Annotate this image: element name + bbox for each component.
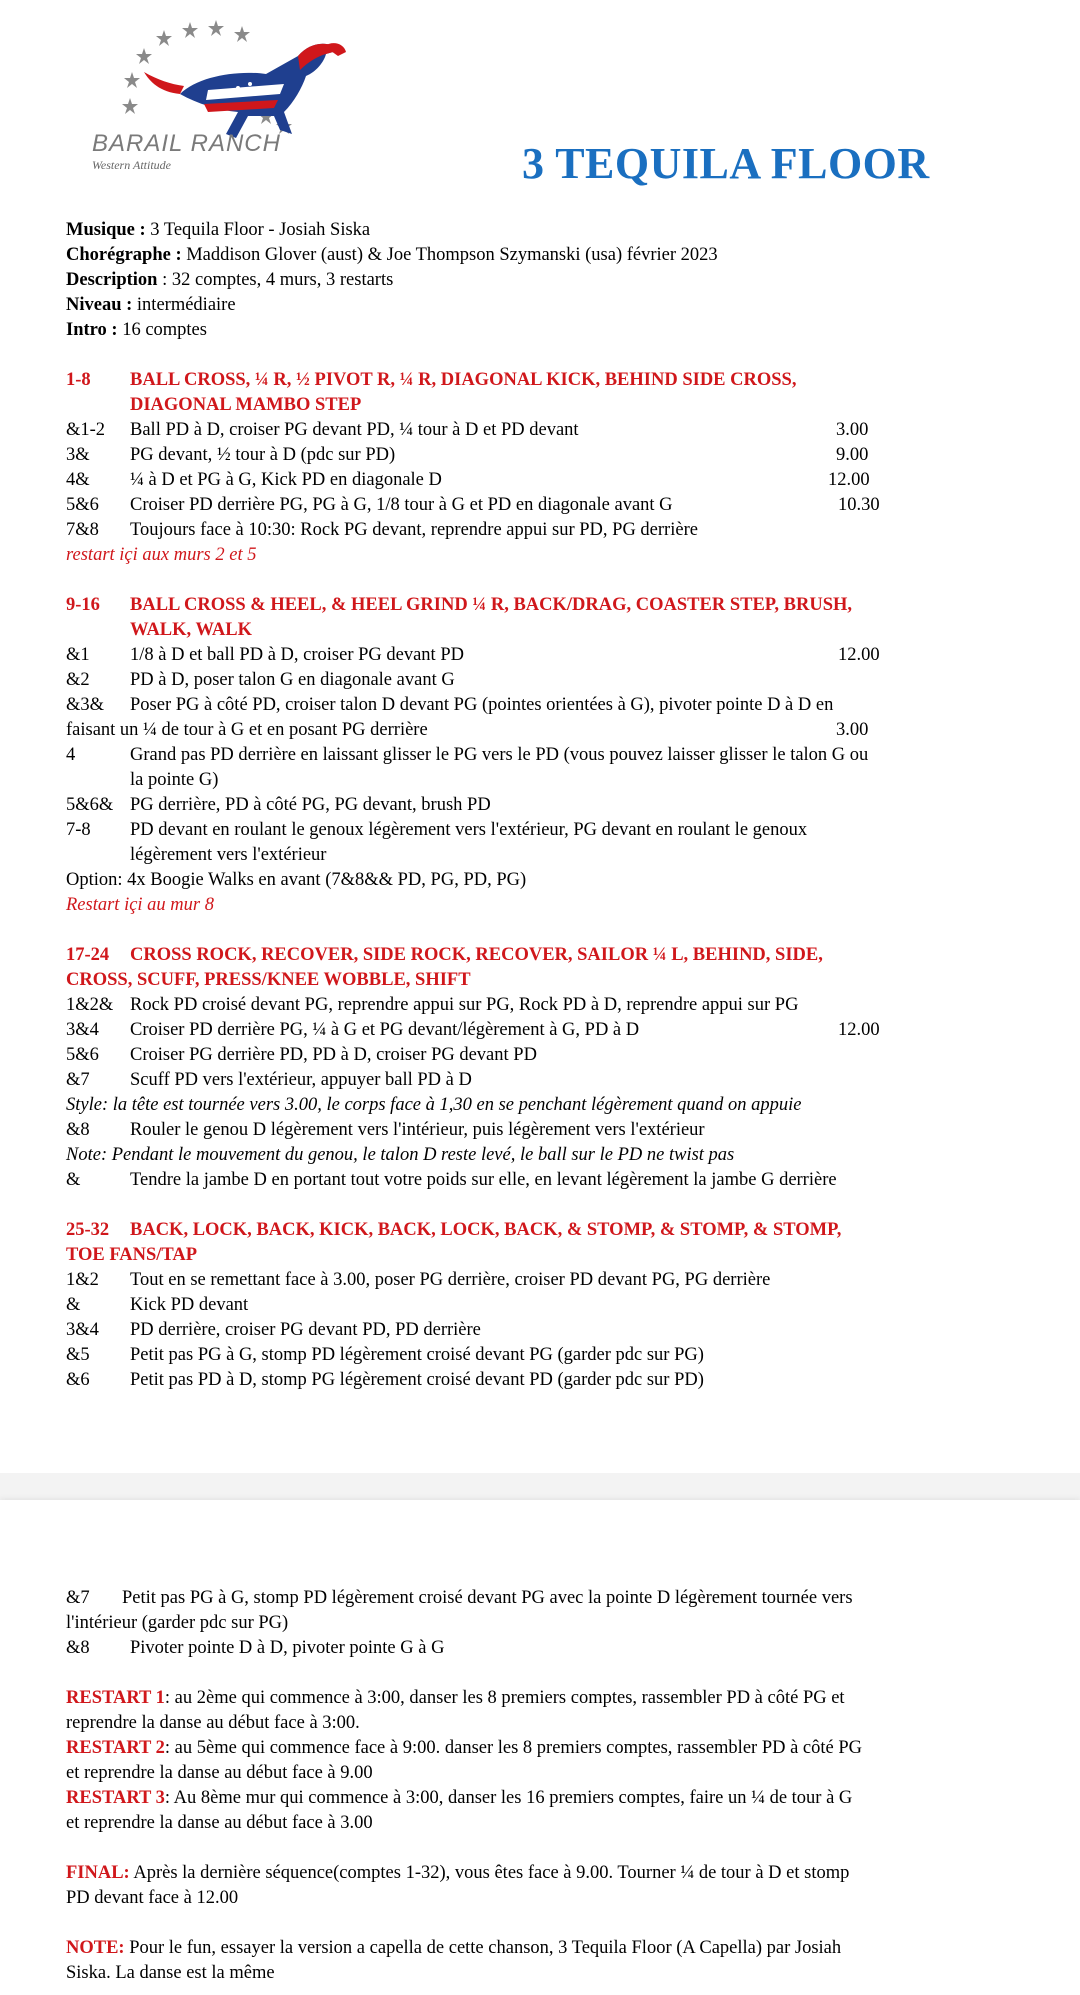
- step-text: Kick PD devant: [130, 1295, 249, 1315]
- fun-note: NOTE: Pour le fun, essayer la version a capella de cette chanson, 3 Tequila Floor (A Capella) par Josiah: [66, 1938, 842, 1958]
- step-wall: 10.30: [838, 495, 880, 515]
- restart-note: restart içi aux murs 2 et 5: [66, 545, 257, 565]
- step-text: 1/8 à D et ball PD à D, croiser PG devant PD: [130, 645, 464, 665]
- section2-number: 9-16: [66, 595, 100, 615]
- section4-number: 25-32: [66, 1220, 110, 1240]
- restart-3-cont: et reprendre la danse au début face à 3.00: [66, 1813, 373, 1833]
- step-text: PD derrière, croiser PG devant PD, PD derrière: [130, 1320, 481, 1340]
- step-code: 1&2&: [66, 995, 114, 1015]
- section1-title-cont: DIAGONAL MAMBO STEP: [130, 395, 362, 415]
- section3-title: CROSS ROCK, RECOVER, SIDE ROCK, RECOVER, SAILOR ¼ L, BEHIND, SIDE,: [130, 945, 823, 965]
- step-code: &: [66, 1295, 81, 1315]
- style-note: Style: la tête est tournée vers 3.00, le corps face à 1,30 en se penchant légèrement quand on appuie: [66, 1095, 802, 1115]
- step-code: 5&6: [66, 1045, 99, 1065]
- fun-note-cont: Siska. La danse est la même: [66, 1963, 275, 1983]
- step-wall: 12.00: [828, 470, 870, 490]
- step-text: Petit pas PD à D, stomp PG légèrement croisé devant PD (garder pdc sur PD): [130, 1370, 704, 1390]
- step-text-cont: l'intérieur (garder pdc sur PG): [66, 1613, 289, 1633]
- logo-tagline: Western Attitude: [92, 158, 171, 172]
- section4-title-cont: TOE FANS/TAP: [66, 1245, 198, 1265]
- step-code: 3&4: [66, 1020, 99, 1040]
- restart-note: Restart içi au mur 8: [66, 895, 214, 915]
- section2-title-cont: WALK, WALK: [130, 620, 252, 640]
- step-code: 4: [66, 745, 76, 765]
- section2-title: BALL CROSS & HEEL, & HEEL GRIND ¼ R, BACK/DRAG, COASTER STEP, BRUSH,: [130, 595, 852, 615]
- restart-1-cont: reprendre la danse au début face à 3:00.: [66, 1713, 360, 1733]
- step-text: Rouler le genou D légèrement vers l'intérieur, puis légèrement vers l'extérieur: [130, 1120, 705, 1140]
- section3-title-cont: CROSS, SCUFF, PRESS/KNEE WOBBLE, SHIFT: [66, 970, 471, 990]
- step-code: &8: [66, 1120, 90, 1140]
- step-text: Petit pas PG à G, stomp PD légèrement croisé devant PG (garder pdc sur PG): [130, 1345, 704, 1365]
- step-code: &3&: [66, 695, 105, 715]
- step-text: Toujours face à 10:30: Rock PG devant, reprendre appui sur PD, PG derrière: [130, 520, 698, 540]
- step-text-cont: la pointe G): [130, 770, 219, 790]
- step-text: Ball PD à D, croiser PG devant PD, ¼ tour à D et PD devant: [130, 420, 579, 440]
- final-note-cont: PD devant face à 12.00: [66, 1888, 239, 1908]
- info-niveau: Niveau : intermédiaire: [66, 295, 236, 315]
- step-text-cont: légèrement vers l'extérieur: [130, 845, 327, 865]
- step-text: Scuff PD vers l'extérieur, appuyer ball PD à D: [130, 1070, 472, 1090]
- step-text: Croiser PD derrière PG, PG à G, 1/8 tour à G et PD en diagonale avant G: [130, 495, 673, 515]
- step-text: Croiser PG derrière PD, PD à D, croiser PG devant PD: [130, 1045, 537, 1065]
- step-code: 1&2: [66, 1270, 99, 1290]
- step-code: &6: [66, 1370, 90, 1390]
- final-note: FINAL: Après la dernière séquence(comptes 1-32), vous êtes face à 9.00. Tourner ¼ de tour à D et stomp: [66, 1863, 850, 1883]
- step-text: Poser PG à côté PD, croiser talon D devant PG (pointes orientées à G), pivoter pointe D à D en: [130, 695, 834, 715]
- step-code: 4&: [66, 470, 90, 490]
- step-text: Grand pas PD derrière en laissant glisser le PG vers le PD (vous pouvez laisser glisser le talon G ou: [130, 745, 869, 765]
- step-text: PG devant, ½ tour à D (pdc sur PD): [130, 445, 396, 465]
- info-choregraphe: Chorégraphe : Maddison Glover (aust) & Joe Thompson Szymanski (usa) février 2023: [66, 245, 718, 265]
- step-text: Tout en se remettant face à 3.00, poser PG derrière, croiser PD devant PG, PG derrière: [130, 1270, 771, 1290]
- restart-1: RESTART 1: au 2ème qui commence à 3:00, danser les 8 premiers comptes, rassembler PD à côté PG et: [66, 1688, 845, 1708]
- step-code: &1: [66, 645, 90, 665]
- step-code: &5: [66, 1345, 90, 1365]
- step-code: 7&8: [66, 520, 99, 540]
- step-code: &8: [66, 1638, 90, 1658]
- step-text-cont: faisant un ¼ de tour à G et en posant PG derrière: [66, 720, 428, 740]
- step-code: 7-8: [66, 820, 91, 840]
- page-gap: [0, 1473, 1080, 1500]
- document-page-2: [0, 1500, 1080, 1995]
- option-note: Option: 4x Boogie Walks en avant (7&8&& PD, PG, PD, PG): [66, 870, 527, 890]
- info-description: Description : 32 comptes, 4 murs, 3 restarts: [66, 270, 394, 290]
- step-code: 5&6&: [66, 795, 114, 815]
- step-code: 3&: [66, 445, 90, 465]
- info-musique: Musique : 3 Tequila Floor - Josiah Siska: [66, 220, 371, 240]
- section4-title: BACK, LOCK, BACK, KICK, BACK, LOCK, BACK, & STOMP, & STOMP, & STOMP,: [130, 1220, 842, 1240]
- restart-2: RESTART 2: au 5ème qui commence face à 9:00. danser les 8 premiers comptes, rassembler PD à côté PG: [66, 1738, 863, 1758]
- section1-title: BALL CROSS, ¼ R, ½ PIVOT R, ¼ R, DIAGONAL KICK, BEHIND SIDE CROSS,: [130, 370, 797, 390]
- knee-note: Note: Pendant le mouvement du genou, le talon D reste levé, le ball sur le PD ne twist pas: [66, 1145, 735, 1165]
- step-code: 5&6: [66, 495, 99, 515]
- step-code: &: [66, 1170, 81, 1190]
- page-title: 3 TEQUILA FLOOR: [522, 139, 930, 188]
- step-wall: 9.00: [836, 445, 869, 465]
- section1-number: 1-8: [66, 370, 91, 390]
- restart-3: RESTART 3: Au 8ème mur qui commence à 3:00, danser les 16 premiers comptes, faire un ¼ de tour à G: [66, 1788, 853, 1808]
- restart-2-cont: et reprendre la danse au début face à 9.00: [66, 1763, 373, 1783]
- step-text: Rock PD croisé devant PG, reprendre appui sur PG, Rock PD à D, reprendre appui sur PG: [130, 995, 799, 1015]
- step-wall: 12.00: [838, 645, 880, 665]
- step-wall: 12.00: [838, 1020, 880, 1040]
- step-text: Tendre la jambe D en portant tout votre poids sur elle, en levant légèrement la jambe G derrière: [130, 1170, 837, 1190]
- step-text: PG derrière, PD à côté PG, PG devant, brush PD: [130, 795, 491, 815]
- step-text: PD à D, poser talon G en diagonale avant G: [130, 670, 455, 690]
- step-wall: 3.00: [836, 420, 869, 440]
- step-text: ¼ à D et PG à G, Kick PD en diagonale D: [130, 470, 442, 490]
- step-text: Croiser PD derrière PG, ¼ à G et PG devant/légèrement à G, PD à D: [130, 1020, 640, 1040]
- step-wall: 3.00: [836, 720, 869, 740]
- step-text: Pivoter pointe D à D, pivoter pointe G à G: [130, 1638, 445, 1658]
- logo-wordmark: BARAIL RANCH: [92, 130, 281, 157]
- step-code: 3&4: [66, 1320, 99, 1340]
- step-text: Petit pas PG à G, stomp PD légèrement croisé devant PG avec la pointe D légèrement tournée vers: [122, 1588, 853, 1608]
- section3-number: 17-24: [66, 945, 110, 965]
- step-code: &7: [66, 1070, 90, 1090]
- info-intro: Intro : 16 comptes: [66, 320, 207, 340]
- step-code: &2: [66, 670, 90, 690]
- step-text: PD devant en roulant le genoux légèrement vers l'extérieur, PG devant en roulant le genoux: [130, 820, 808, 840]
- step-code: &7: [66, 1588, 90, 1608]
- step-code: &1-2: [66, 420, 106, 440]
